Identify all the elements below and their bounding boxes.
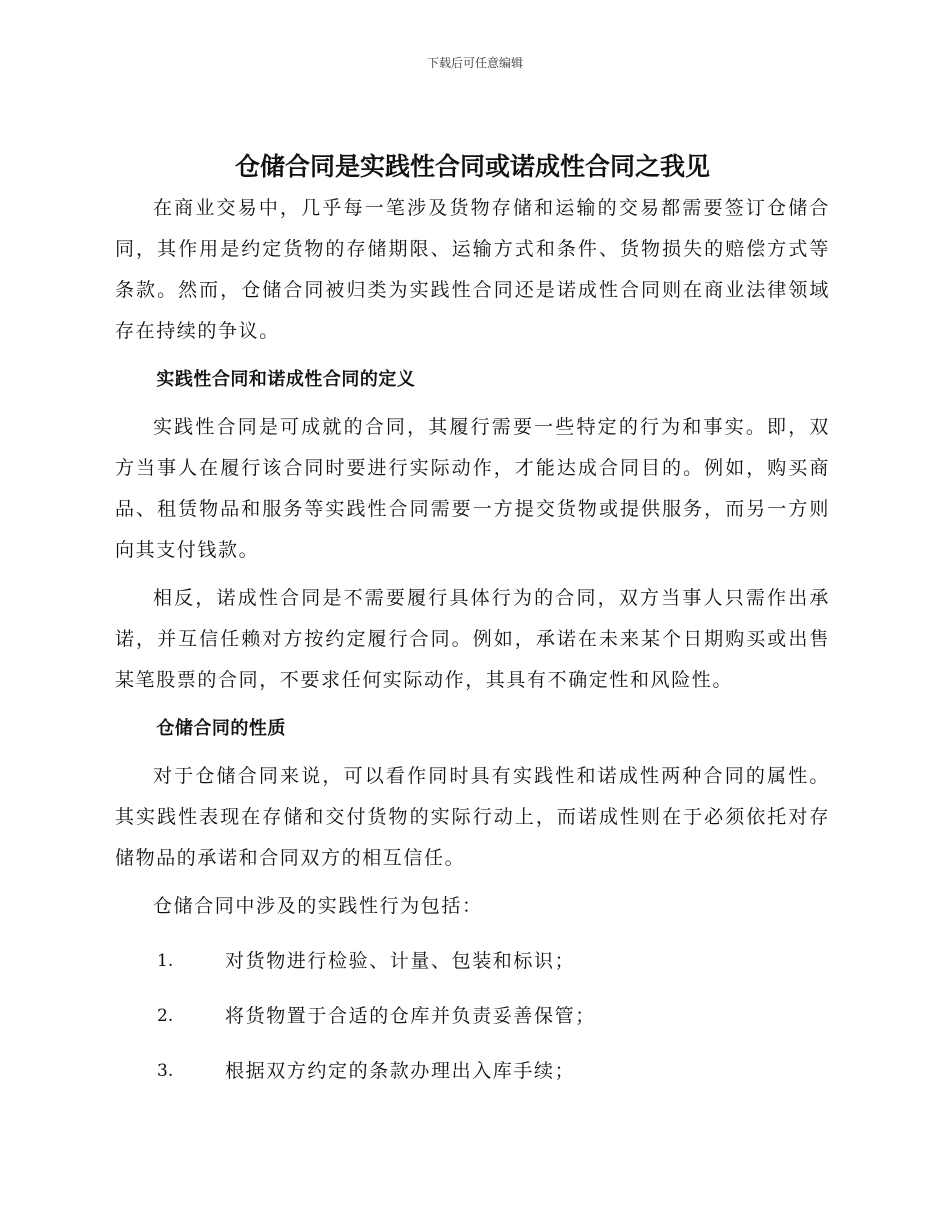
document-body bbox=[115, 146, 830, 1092]
paragraph-practical-contract: 实践性合同是可成就的合同，其履行需要一些特定的行为和事实。即，双方当事人在履行该合同时要进行实际动作，才能达成合同目的。例如，购买商品、租赁物品和服务等实践性合同需要一方提交货物或提供服务，而另一方则向其支付钱款。 bbox=[115, 416, 830, 561]
list-item bbox=[115, 1051, 830, 1092]
section-heading-nature: 仓储合同的性质 bbox=[156, 718, 286, 739]
list-number: 3. bbox=[157, 1061, 174, 1081]
paragraph-consensual-contract: 相反，诺成性合同是不需要履行具体行为的合同，双方当事人只需作出承诺，并互信任赖对方按约定履行合同。例如，承诺在未来某个日期购买或出售某笔股票的合同，不要求任何实际动作，其具有不确定性和风险性。 bbox=[115, 587, 830, 691]
list-item bbox=[115, 941, 830, 982]
list-number: 2. bbox=[157, 1006, 174, 1026]
paragraph-warehouse-nature: 对于仓储合同来说，可以看作同时具有实践性和诺成性两种合同的属性。其实践性表现在存储和交付货物的实际行动上，而诺成性则在于必须依托对存储物品的承诺和合同双方的相互信任。 bbox=[115, 765, 830, 869]
list-item bbox=[115, 996, 830, 1037]
list-number: 1. bbox=[157, 951, 174, 971]
header-note: 下载后可任意编辑 bbox=[426, 56, 523, 70]
section-heading-definitions: 实践性合同和诺成性合同的定义 bbox=[156, 369, 416, 390]
list-text: 将货物置于合适的仓库并负责妥善保管； bbox=[225, 1005, 596, 1027]
list-text: 根据双方约定的条款办理出入库手续； bbox=[225, 1060, 576, 1082]
document-title: 仓储合同是实践性合同或诺成性合同之我见 bbox=[234, 152, 710, 181]
intro-paragraph: 在商业交易中，几乎每一笔涉及货物存储和运输的交易都需要签订仓储合同，其作用是约定货物的存储期限、运输方式和条件、货物损失的赔偿方式等条款。然而，仓储合同被归类为实践性合同还是诺成性合同则在商业法律领域存在持续的争议。 bbox=[115, 197, 830, 342]
paragraph-practical-acts-intro: 仓储合同中涉及的实践性行为包括： bbox=[153, 895, 483, 917]
list-text: 对货物进行检验、计量、包装和标识； bbox=[225, 950, 576, 972]
